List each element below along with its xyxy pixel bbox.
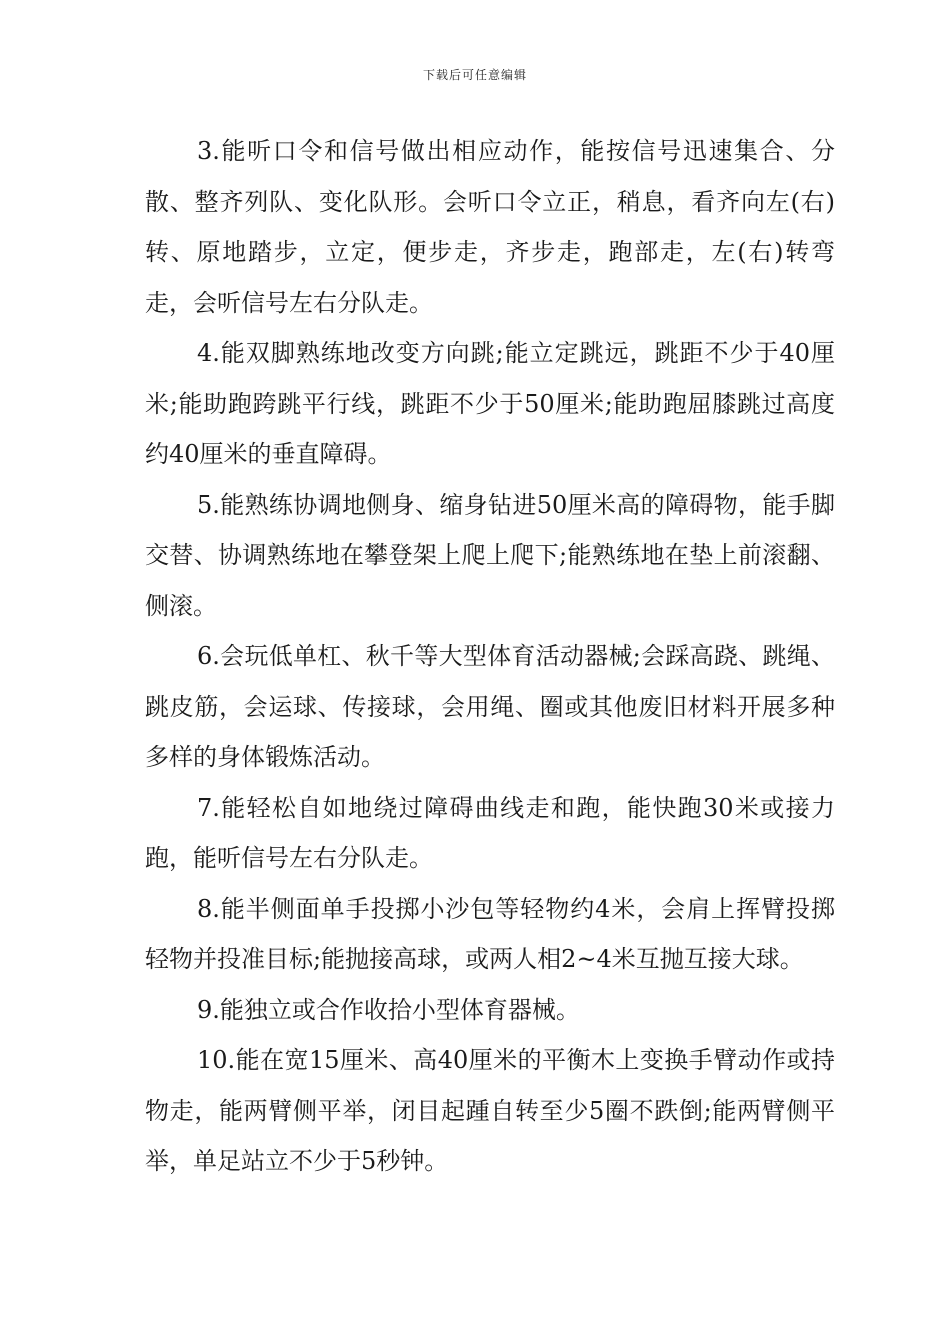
paragraph-item-4: 4.能双脚熟练地改变方向跳;能立定跳远，跳距不少于40厘米;能助跑跨跳平行线，跳距不少于50厘米;能助跑屈膝跳过高度约40厘米的垂直障碍。 — [145, 339, 835, 468]
paragraph-item-10: 10.能在宽15厘米、高40厘米的平衡木上变换手臂动作或持物走，能两臂侧平举，闭目起踵自转至少5圈不跌倒;能两臂侧平举，单足站立不少于5秒钟。 — [145, 1046, 835, 1175]
paragraph-item-5: 5.能熟练协调地侧身、缩身钻进50厘米高的障碍物，能手脚交替、协调熟练地在攀登架上爬上爬下;能熟练地在垫上前滚翻、侧滚。 — [145, 490, 835, 620]
paragraph-item-9: 9.能独立或合作收拾小型体育器械。 — [197, 995, 580, 1024]
paragraph-item-8: 8.能半侧面单手投掷小沙包等轻物约4米，会肩上挥臂投掷轻物并投准目标;能抛接高球，或两人相2~4米互抛互接大球。 — [145, 894, 835, 973]
document-body — [145, 126, 835, 1187]
paragraph-item-3: 3.能听口令和信号做出相应动作，能按信号迅速集合、分散、整齐列队、变化队形。会听口令立正，稍息，看齐向左(右)转、原地踏步，立定，便步走，齐步走，跑部走，左(右)转弯走，会听信号左右分队走。 — [145, 137, 835, 317]
paragraph-item-7: 7.能轻松自如地绕过障碍曲线走和跑，能快跑30米或接力跑，能听信号左右分队走。 — [145, 793, 835, 872]
paragraph-item-6: 6.会玩低单杠、秋千等大型体育活动器械;会踩高跷、跳绳、跳皮筋，会运球、传接球，会用绳、圈或其他废旧材料开展多种多样的身体锻炼活动。 — [145, 642, 835, 771]
page-header: 下载后可任意编辑 — [422, 68, 527, 82]
